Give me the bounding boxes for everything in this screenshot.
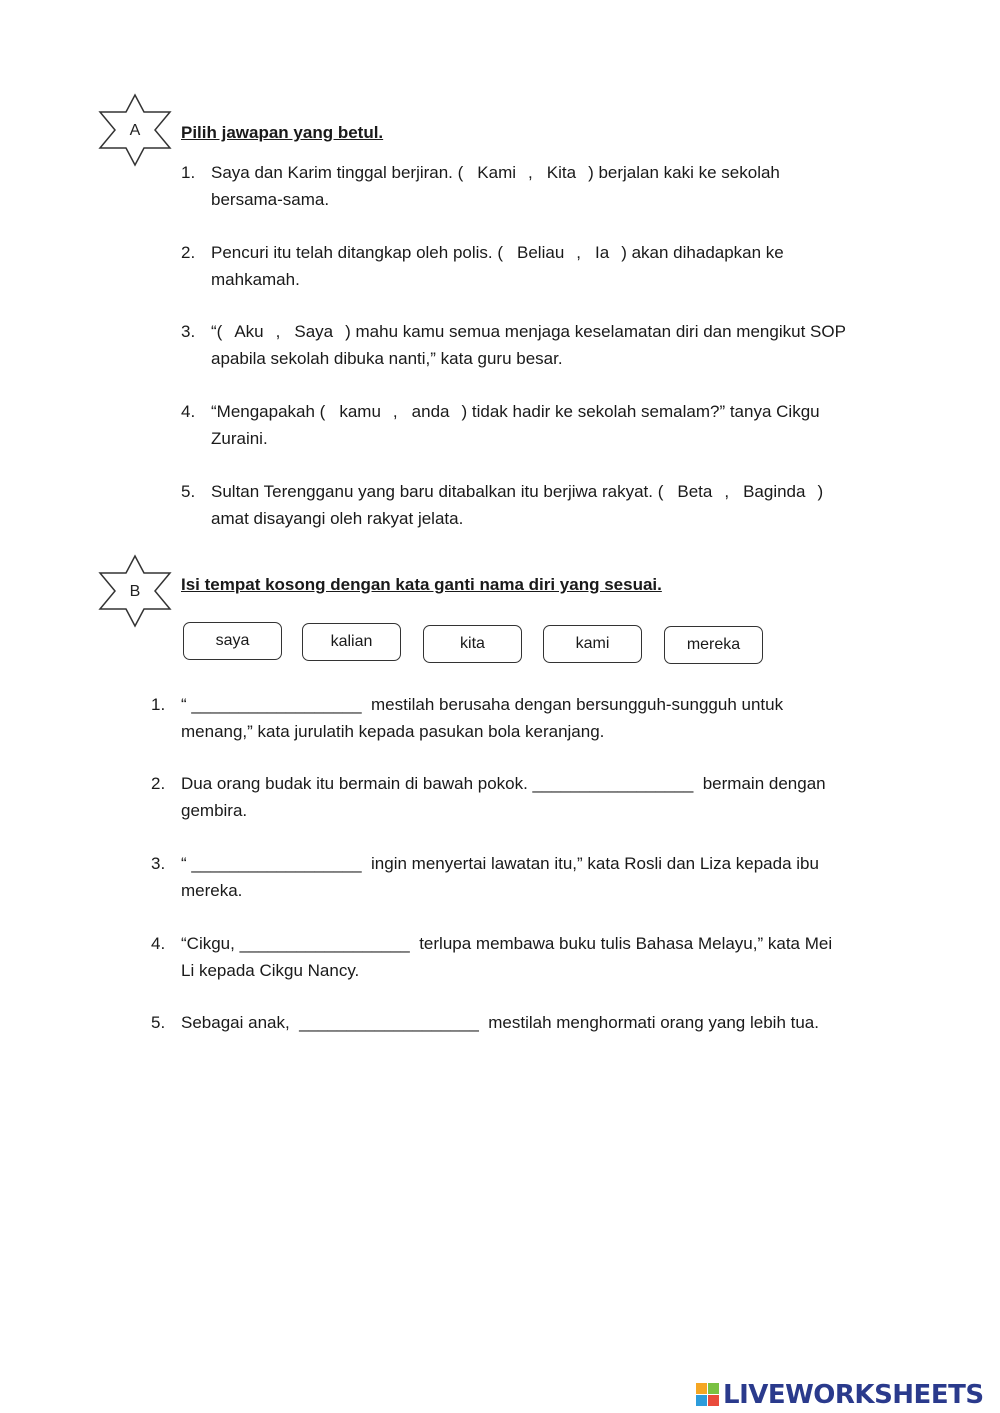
fill-blank-line[interactable]: Sebagai anak, ___________________ mestilah menghormati orang yang lebih tua. [181, 1013, 819, 1032]
word-bank-kita[interactable]: kita [423, 625, 522, 663]
section-b-star [97, 554, 173, 630]
option-aku[interactable]: Aku [234, 322, 264, 341]
fill-blank-line[interactable]: “ __________________ ingin menyertai lawatan itu,” kata Rosli dan Liza kepada ibu [181, 854, 819, 873]
liveworksheets-logo-text: LIVEWORKSHEETS [723, 1380, 984, 1410]
section-b-question-4: 4. “Cikgu, __________________ terlupa membawa buku tulis Bahasa Melayu,” kata Mei Li kepada Cikgu Nancy. [151, 934, 833, 980]
fill-blank-line[interactable]: Dua orang budak itu bermain di bawah pokok. _________________ bermain dengan [181, 774, 826, 793]
option-kamu[interactable]: kamu [339, 402, 381, 421]
fill-blank-line[interactable]: “ __________________ mestilah berusaha dengan bersungguh-sungguh untuk [181, 695, 784, 714]
liveworksheets-logo-icon [696, 1383, 720, 1407]
section-a-question-5: 5. Sultan Terengganu yang baru ditabalkan itu berjiwa rakyat. ( Beta , Baginda ) amat disayangi oleh rakyat jelata. [181, 482, 824, 528]
section-a-question-3: 3. “( Aku , Saya ) mahu kamu semua menjaga keselamatan diri dan mengikut SOP apabila sekolah dibuka nanti,” kata guru besar. [181, 322, 846, 368]
section-b-question-3: 3. “ __________________ ingin menyertai lawatan itu,” kata Rosli dan Liza kepada ibu mereka. [151, 854, 819, 900]
section-a-letter: A [129, 122, 141, 139]
word-bank-kami[interactable]: kami [543, 625, 642, 663]
option-beliau[interactable]: Beliau [517, 243, 565, 262]
section-a-star [97, 93, 173, 169]
section-a-question-2: 2. Pencuri itu telah ditangkap oleh polis. ( Beliau , Ia ) akan dihadapkan ke mahkamah. [181, 243, 784, 289]
word-bank-kalian[interactable]: kalian [302, 623, 401, 661]
option-kami[interactable]: Kami [477, 163, 517, 182]
option-kita[interactable]: Kita [546, 163, 577, 182]
section-b-heading: Isi tempat kosong dengan kata ganti nama diri yang sesuai. [181, 575, 662, 594]
section-b-question-5: 5. Sebagai anak, ___________________ mestilah menghormati orang yang lebih tua. [151, 1013, 819, 1032]
word-bank-saya[interactable]: saya [183, 622, 282, 660]
liveworksheets-logo [696, 1378, 984, 1412]
fill-blank-line[interactable]: “Cikgu, __________________ terlupa membawa buku tulis Bahasa Melayu,” kata Mei [181, 934, 833, 953]
option-baginda[interactable]: Baginda [743, 482, 806, 501]
section-a-question-4: 4. “Mengapakah ( kamu , anda ) tidak hadir ke sekolah semalam?” tanya Cikgu Zuraini. [181, 402, 820, 448]
option-saya[interactable]: Saya [294, 322, 334, 341]
word-bank-mereka[interactable]: mereka [664, 626, 763, 664]
option-beta[interactable]: Beta [677, 482, 713, 501]
section-b-question-2: 2. Dua orang budak itu bermain di bawah pokok. _________________ bermain dengan gembira. [151, 774, 826, 820]
option-anda[interactable]: anda [411, 402, 450, 421]
section-b-letter: B [129, 583, 141, 600]
section-a-question-1: 1. Saya dan Karim tinggal berjiran. ( Kami , Kita ) berjalan kaki ke sekolah bersama-sama. [181, 163, 780, 209]
section-a-heading: Pilih jawapan yang betul. [181, 123, 384, 142]
section-b-question-1: 1. “ __________________ mestilah berusaha dengan bersungguh-sungguh untuk menang,” kata jurulatih kepada pasukan bola keranjang. [151, 695, 784, 741]
option-ia[interactable]: Ia [595, 243, 610, 262]
